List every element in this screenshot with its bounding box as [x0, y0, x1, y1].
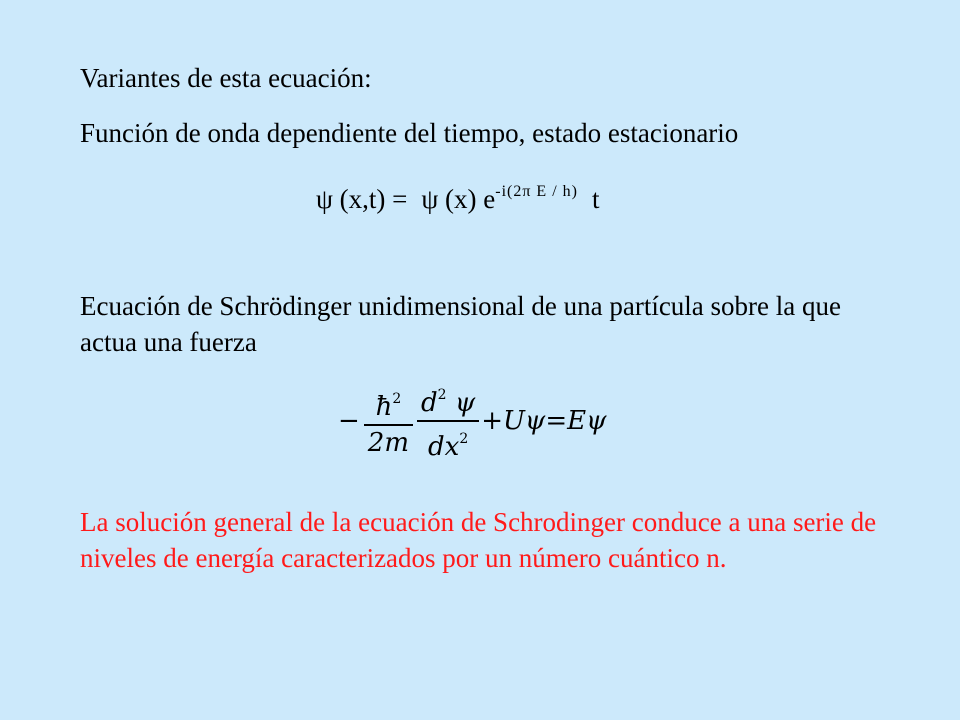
schrodinger-description: Ecuación de Schrödinger unidimensional de una partícula sobre la que actua una fuerza: [80, 291, 841, 357]
equation1-exponent: -i(2π E / h): [495, 183, 578, 200]
heading: Variantes de esta ecuación:: [80, 63, 372, 93]
minus-sign: −: [338, 405, 360, 436]
equation1-tail: t: [591, 184, 600, 214]
hbar-symbol: ħ: [375, 392, 393, 422]
second-derivative-fraction: [417, 378, 479, 464]
dx-exponent: 2: [459, 430, 469, 447]
dx-symbol: dx: [428, 431, 460, 462]
mass-denominator: 2m: [367, 427, 409, 458]
subheading: Función de onda dependiente del tiempo, estado estacionario: [80, 118, 739, 148]
hbar-fraction: [364, 382, 413, 460]
general-solution-note: La solución general de la ecuación de Schrodinger conduce a una serie de niveles de energía caracterizados por un número cuántico n.: [80, 507, 877, 573]
equation1-rhs: ψ (x) e: [421, 184, 496, 214]
hbar-exponent: 2: [392, 391, 402, 407]
d-exponent: 2: [437, 387, 447, 403]
equation2-rest: +Uψ=Eψ: [481, 405, 607, 436]
equation1-lhs: ψ (x,t) =: [316, 184, 408, 214]
psi-symbol: ψ: [446, 388, 476, 418]
schrodinger-equation: [336, 378, 606, 464]
time-dependent-wave-equation: [316, 172, 600, 219]
d-symbol: d: [421, 388, 438, 418]
